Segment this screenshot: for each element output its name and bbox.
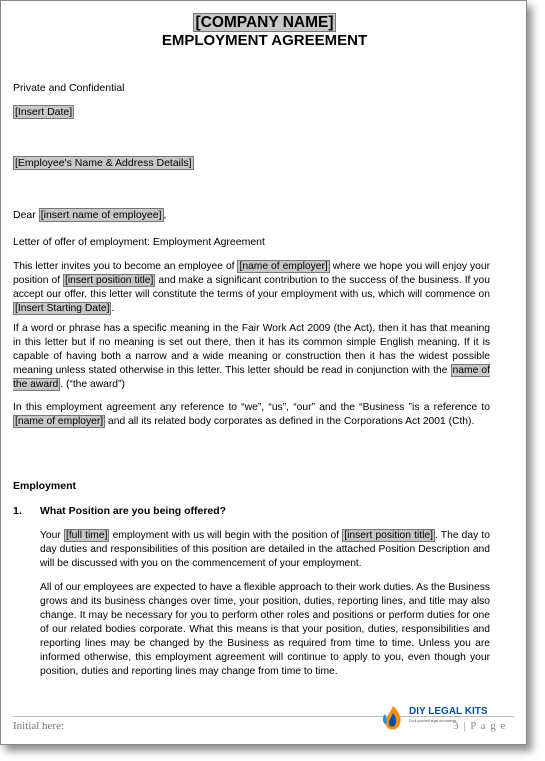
salutation: Dear [insert name of employee] , <box>13 209 167 221</box>
paragraph-flexibility: All of our employees are expected to have a flexible approach to their work duties. As the Business grows and its business changes over time, your position, duties, reporting lines, and title may also change. It may be necessary for you to perform other roles and positions or perform duties for one of our related bodies corporate. What this means is that your position, duties, responsibilities and reporting lines may be changed by the Business as required from time to time. Unless you are informed otherwise, this employment agreement will continue to apply to you, even though your position, duties and reporting lines may change from time to time. <box>40 582 490 677</box>
employment-type-field[interactable]: [full time] <box>65 530 108 541</box>
paragraph-invitation: This letter invites you to become an employee of [name of employer] where we hope you will enjoy your position of [insert position title] and make a significant contribution to the success of the business. If you accept our offer, this letter will constitute the terms of your employment with us, which will commence on [Insert Starting Date] . <box>13 261 491 314</box>
logo-tagline: Do-it-yourself legal documents <box>409 719 457 723</box>
subject-line: Letter of offer of employment: Employment Agreement <box>13 236 265 248</box>
employee-details-field[interactable]: [Employee's Name & Address Details] <box>15 157 192 169</box>
page-number: 3 | P a g e <box>453 720 507 732</box>
position-title-field[interactable]: [insert position title] <box>65 275 154 286</box>
employer-name-field[interactable]: [name of employer] <box>239 261 328 272</box>
paragraph-definitions: If a word or phrase has a specific meaning in the Fair Work Act 2009 (the Act), then it has that meaning in this letter but if no meaning is set out there, then it has its common simple English meaning. If it is capable of having both a narrow and a wide meaning or construction then it has the widest possible meaning unless stated otherwise in this letter. This letter should be read in conjunction with the name of the award . (“the award”) <box>13 323 490 390</box>
starting-date-field[interactable]: [Insert Starting Date] <box>15 303 110 314</box>
company-name-title <box>1 14 528 32</box>
confidential-line: Private and Confidential <box>13 82 125 94</box>
diy-legal-kits-logo <box>379 704 499 732</box>
employer-name-field-2[interactable]: [name of employer] <box>15 416 104 427</box>
agreement-title: EMPLOYMENT AGREEMENT <box>161 32 368 49</box>
company-name-field[interactable]: [COMPANY NAME] <box>195 14 334 31</box>
paragraph-references: In this employment agreement any reference to “we”, “us”, “our” and the “Business ”is a reference to [name of employer] and all its related body corporates as defined in the Corporations Act 2001 (Cth). <box>13 402 490 427</box>
logo-text: DIY LEGAL KITS <box>409 706 488 717</box>
date-line <box>13 106 74 118</box>
paragraph-position: Your [full time] employment with us will begin with the position of [insert position title] . The day to day duties and responsibilities of this position are detailed in the attached Position Description and will be discussed with you on the commencement of your employment. <box>40 530 491 569</box>
employee-name-field[interactable]: [insert name of employee] <box>40 209 162 221</box>
section-heading: Employment <box>13 480 77 492</box>
flame-logo-icon <box>379 704 407 732</box>
employee-details-line <box>13 157 194 169</box>
initial-here-label: Initial here: <box>13 720 65 732</box>
position-title-field-2[interactable]: [insert position title] <box>344 530 433 541</box>
section-title: What Position are you being offered? <box>40 505 227 517</box>
section-number: 1. <box>13 505 22 517</box>
award-name-field[interactable]: name of the award <box>13 365 490 390</box>
date-field[interactable]: [Insert Date] <box>15 106 73 118</box>
